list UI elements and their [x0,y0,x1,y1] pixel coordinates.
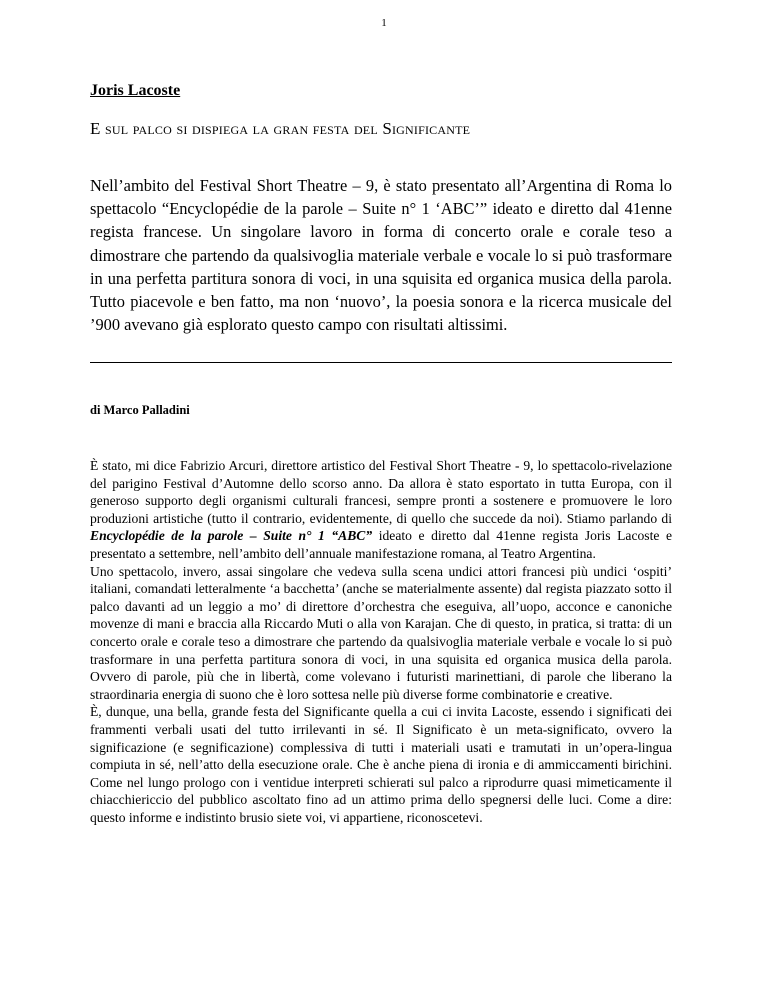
body-paragraph-3: È, dunque, una bella, grande festa del Significante quella a cui ci invita Lacoste, essendo i significati dei frammenti verbali usati del tutto irrilevanti in sé. Il Significato è un meta-significato, ovvero la significazione (e segnificazione) complessiva di tutti i materiali usati e tramutati in un’opera-lingua compiuta in sé, nell’atto della esecuzione orale. Che è anche piena di ironia e di ammiccamenti birichini. Come nel lungo prologo con i ventidue interpreti schierati sul palco a riprodurre quasi mimeticamente il chiacchiericcio del pubblico ascoltato fino ad un attimo prima dello spegnersi delle luci. Come a dire: questo informe e indistinto brusio siete voi, vi appartiene, riconoscetevi. [90,704,672,825]
body-paragraph-1 [90,457,672,563]
article-body [90,457,672,826]
paragraph-1-text-before: È stato, mi dice Fabrizio Arcuri, direttore artistico del Festival Short Theatre - 9, lo spettacolo-rivelazione del parigino Festival d’Automne dello scorso anno. Da allora è stato esportato in tutta Europa, con il generoso supporto degli organismi culturali francesi, sempre pronti a sostenere e promuovere le loro produzioni artistiche (tutto il contrario, evidentemente, di quello che succede da noi). Stiamo parlando di [90,458,672,526]
article-headline: E sul palco si dispiega la gran festa del Significante [90,119,471,138]
show-title-emphasis: Encyclopédie de la parole – Suite n° 1 “ABC” [90,528,373,544]
paragraph-1-text-after: ideato e diretto dal 41enne regista Joris Lacoste e presentato a settembre, nell’ambito dell’annuale manifestazione romana, al Teatro Argentina. [90,528,672,561]
article-lead: Nell’ambito del Festival Short Theatre – 9, è stato presentato all’Argentina di Roma lo spettacolo “Encyclopédie de la parole – Suite n° 1 ‘ABC’” ideato e diretto dal 41enne regista francese. Un singolare lavoro in forma di concerto orale e corale teso a dimostrare che partendo da qualsivoglia materiale verbale e vocale lo si può trasformare in una perfetta partitura sonora di voci, in una squisita ed organica musica della parola. Tutto piacevole e ben fatto, ma non ‘nuovo’, la poesia sonora e la ricerca musicale del ’900 avevano già esplorato questo campo con risultati altissimi. [90,176,672,335]
separator-rule [90,362,672,363]
article-byline: di Marco Palladini [90,403,190,417]
article-author: Joris Lacoste [90,82,181,99]
page-number: 1 [381,17,387,29]
body-paragraph-2: Uno spettacolo, invero, assai singolare che vedeva sulla scena undici attori francesi più undici ‘ospiti’ italiani, comandati letteralmente ‘a bacchetta’ (anche se materialmente assente) dal regista piazzato sotto il palco davanti ad un leggio a mo’ di direttore d’orchestra che eseguiva, all’uopo, acconce e canoniche movenze di mani e braccia alla Riccardo Muti o alla von Karajan. Che di questo, in pratica, si tratta: di un concerto orale e corale teso a dimostrare che partendo da qualsivoglia materiale verbale e vocale lo si può trasformare in una perfetta partitura sonora di voci, in una squisita ed organica musica della parola. Ovvero di parole, più che in libertà, come volevano i futuristi marinettiani, di parole che liberano la straordinaria energia di suono che è loro sottesa nelle più diverse forme combinatorie e creative. [90,563,672,702]
